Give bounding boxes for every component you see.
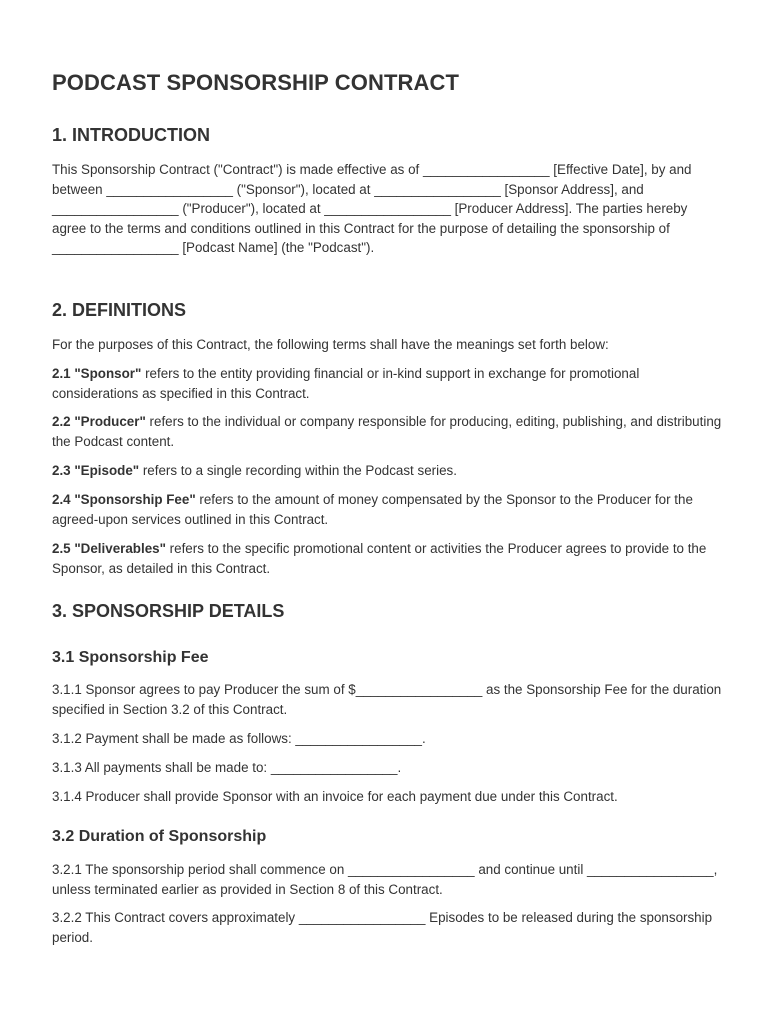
clause: 3.2.2 This Contract covers approximately _________________ Episodes to be released during the sponsorship period. (52, 910, 713, 945)
definition-item (52, 364, 722, 403)
section-heading-sponsorship-details: 3. SPONSORSHIP DETAILS (52, 601, 285, 621)
definition-item (52, 490, 722, 529)
definition-text: refers to a single recording within the Podcast series. (139, 463, 457, 478)
definition-term: 2.3 "Episode" (52, 463, 140, 478)
definition-term: 2.5 "Deliverables" (52, 541, 166, 556)
definition-term: 2.4 "Sponsorship Fee" (52, 492, 196, 507)
definition-text: refers to the individual or company responsible for producing, editing, publishing, and distributing the Podcast content. (52, 414, 722, 449)
introduction-paragraph: This Sponsorship Contract ("Contract") is made effective as of _________________ [Effective Date], by and between _________________ ("Sponsor"), located at _________________ [Sponsor Address], and _________________ ("Producer"), located at _________________ [Producer Address]. The parties hereby agree to the terms and conditions outlined in this Contract for the purpose of detailing the sponsorship of _________________ [Podcast Name] (the "Podcast"). (52, 162, 692, 255)
definition-item (52, 461, 722, 481)
clause: 3.1.2 Payment shall be made as follows: _________________. (52, 731, 426, 746)
definitions-lead: For the purposes of this Contract, the following terms shall have the meanings set forth below: (52, 337, 609, 352)
section-heading-definitions: 2. DEFINITIONS (52, 300, 187, 320)
definition-item (52, 412, 722, 451)
definition-term: 2.2 "Producer" (52, 414, 146, 429)
clause: 3.1.3 All payments shall be made to: _________________. (52, 760, 402, 775)
definition-term: 2.1 "Sponsor" (52, 366, 142, 381)
clause: 3.2.1 The sponsorship period shall commence on _________________ and continue until _________________, unless terminated earlier as provided in Section 8 of this Contract. (52, 862, 718, 897)
definition-text: refers to the amount of money compensated by the Sponsor to the Producer for the agreed-upon services outlined in this Contract. (52, 492, 693, 527)
subsection-heading-duration: 3.2 Duration of Sponsorship (52, 828, 267, 845)
definition-text: refers to the entity providing financial or in-kind support in exchange for promotional considerations as specified in this Contract. (52, 366, 640, 401)
document-title: PODCAST SPONSORSHIP CONTRACT (52, 70, 459, 95)
clause: 3.1.1 Sponsor agrees to pay Producer the sum of $_________________ as the Sponsorship Fee for the duration specified in Section 3.2 of this Contract. (52, 682, 722, 717)
section-heading-introduction: 1. INTRODUCTION (52, 125, 211, 145)
definition-text: refers to the specific promotional content or activities the Producer agrees to provide to the Sponsor, as detailed in this Contract. (52, 541, 707, 576)
definition-item (52, 539, 722, 578)
clause: 3.1.4 Producer shall provide Sponsor with an invoice for each payment due under this Contract. (52, 789, 618, 804)
subsection-heading-sponsorship-fee: 3.1 Sponsorship Fee (52, 649, 209, 666)
